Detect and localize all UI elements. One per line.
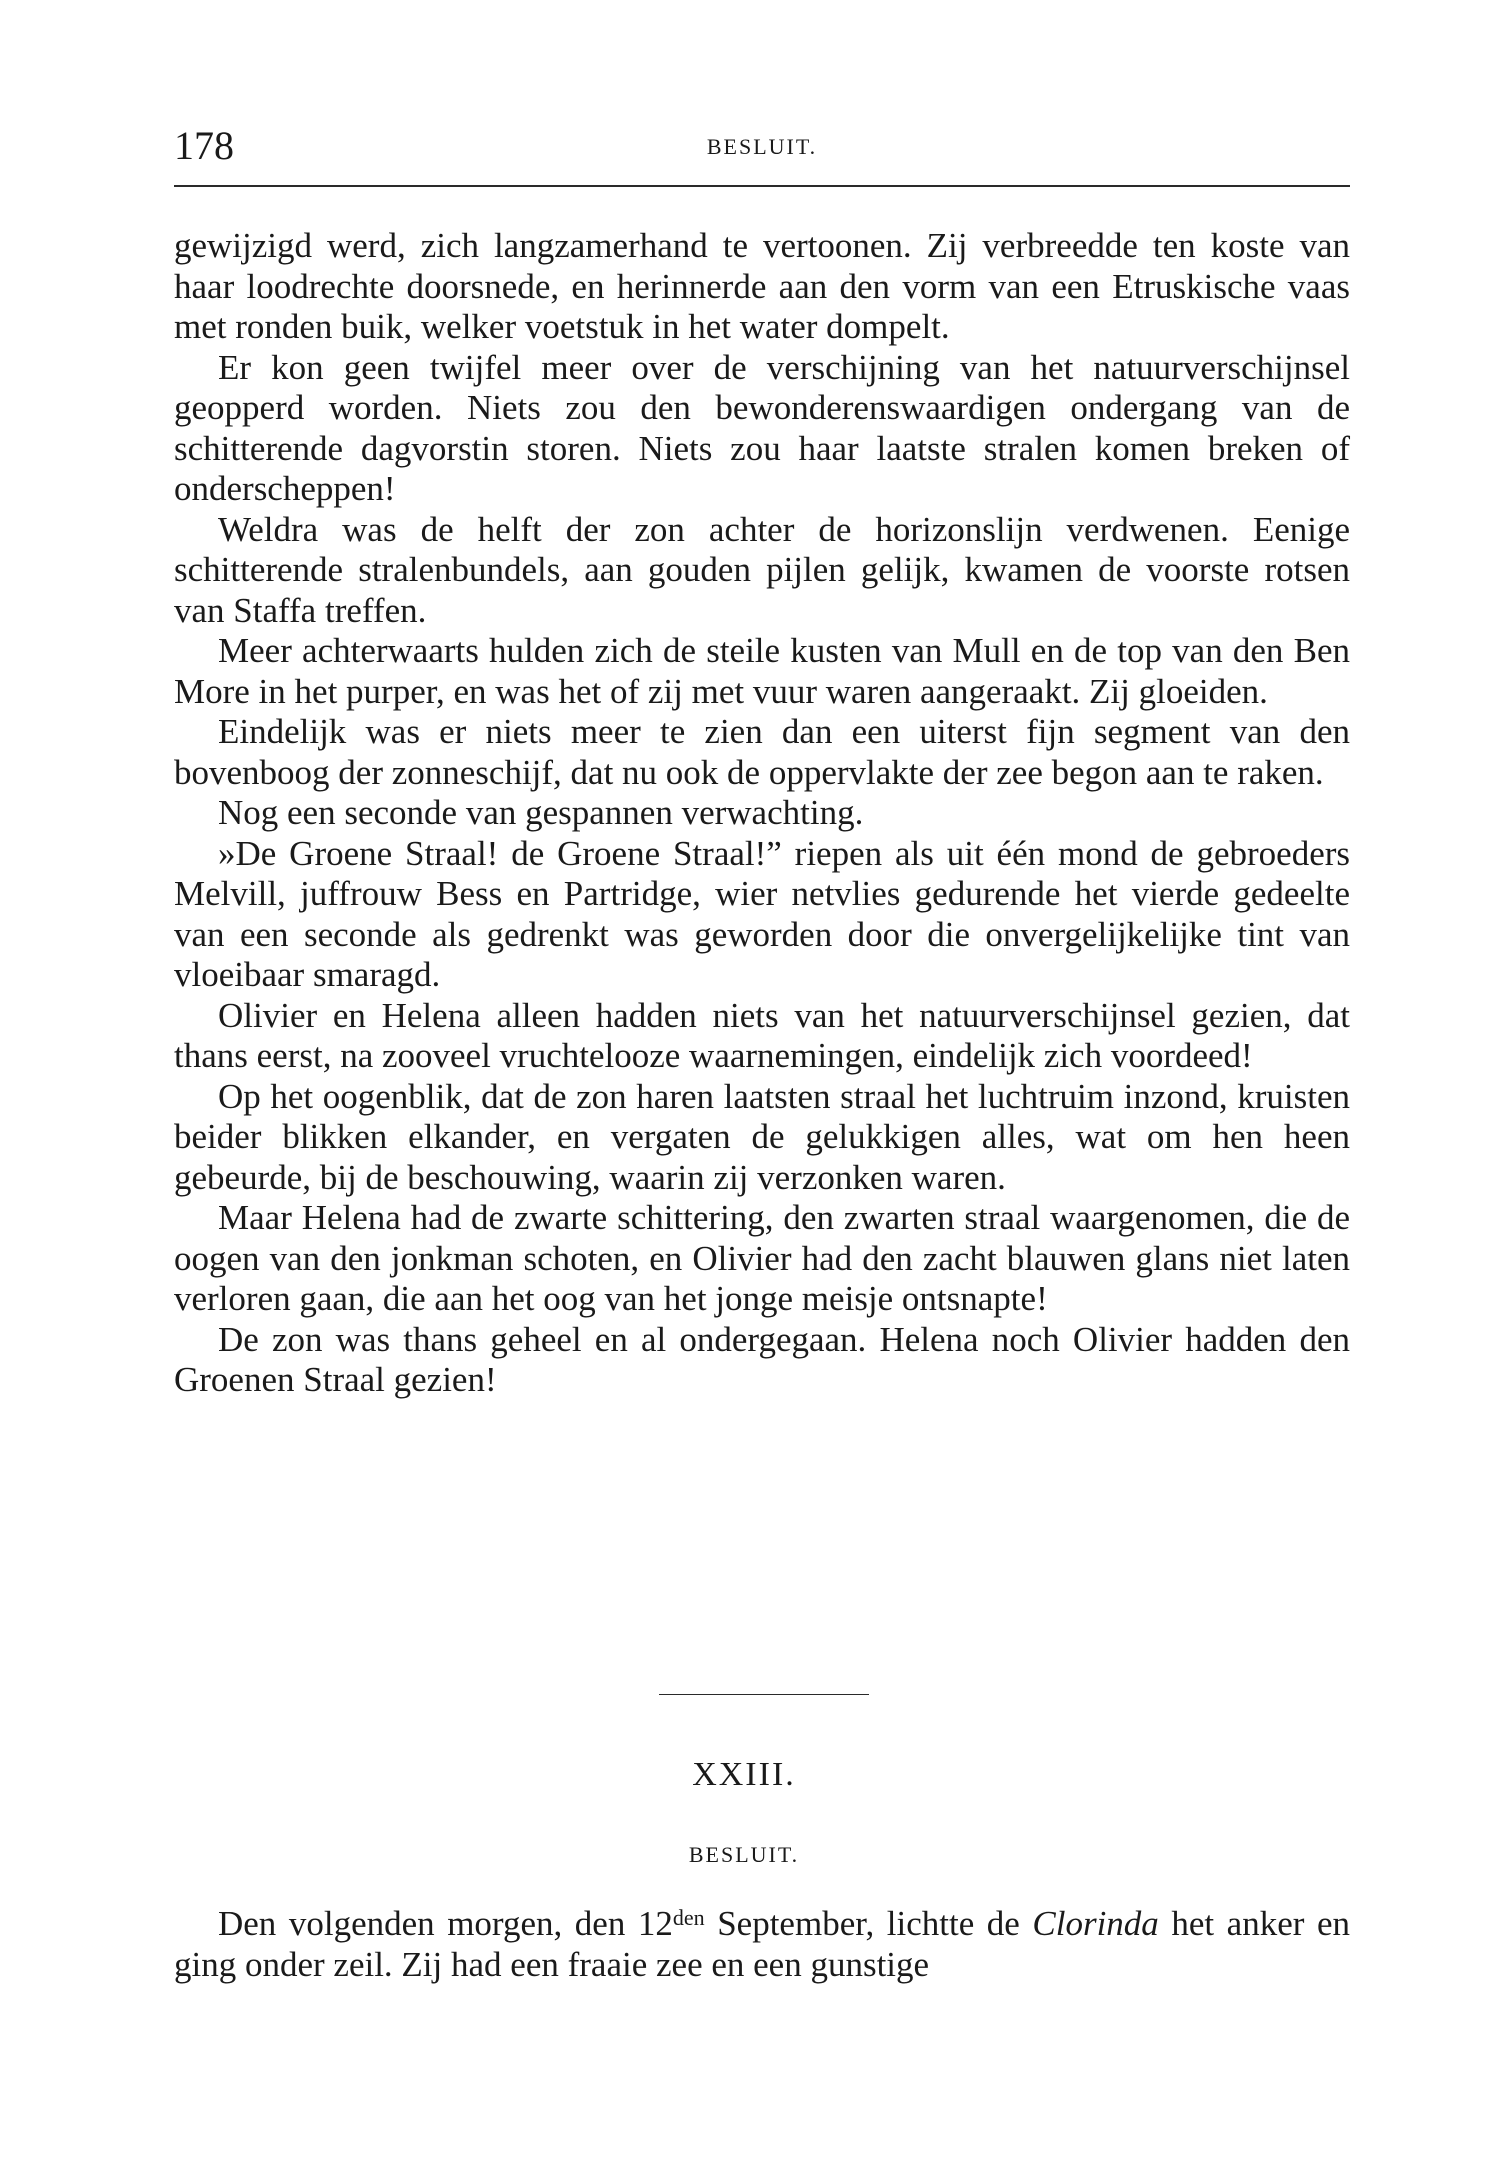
paragraph: Eindelijk was er niets meer te zien dan een uiterst fijn segment van den bovenboog der zonneschijf, dat nu ook de oppervlakte der zee begon aan te raken. [174,712,1350,792]
paragraph: Er kon geen twijfel meer over de verschijning van het natuurverschijnsel geopperd worden. Niets zou den bewonderenswaardigen ondergang van de schitterende dagvorstin storen. Niets zou haar laatste stralen komen breken of onderscheppen! [174,347,1350,508]
header-rule [174,185,1350,187]
ship-name: Clorinda [1032,1904,1159,1943]
page-number: 178 [174,123,234,168]
section-divider [659,1694,869,1695]
opening-text: September, lichtte de [704,1904,1033,1943]
paragraph: »De Groene Straal! de Groene Straal!” riepen als uit één mond de gebroeders Melvill, juffrouw Bess en Partridge, wier netvlies gedurende het vierde gedeelte van een seconde als gedrenkt was geworden door die onvergelijkelijke tint van vloeibaar smaragd. [174,833,1350,994]
paragraph: De zon was thans geheel en al ondergegaan. Helena noch Olivier hadden den Groenen Straal gezien! [174,1319,1350,1399]
paragraph: gewijzigd werd, zich langzamerhand te vertoonen. Zij verbreedde ten koste van haar loodrechte doorsnede, en herinnerde aan den vorm van een Etruskische vaas met ronden buik, welker voetstuk in het water dompelt. [174,226,1350,346]
paragraph: Meer achterwaarts hulden zich de steile kusten van Mull en de top van den Ben More in het purper, en was het of zij met vuur waren aangeraakt. Zij gloeiden. [174,631,1350,711]
paragraph: Olivier en Helena alleen hadden niets van het natuurverschijnsel gezien, dat thans eerst, na zooveel vruchtelooze waarnemingen, eindelijk zich voordeed! [174,995,1350,1075]
opening-text: het anker en ging onder zeil. Zij had een fraaie zee en een gunstige [174,1904,1350,1984]
chapter-number: XXIII. [692,1756,796,1793]
opening-text: Den volgenden morgen, den 12 [218,1904,673,1943]
date-superscript: den [672,1905,705,1930]
chapter-title: BESLUIT. [688,1842,800,1867]
chapter-opening-paragraph [174,1904,1350,1985]
body-text [174,226,1350,1401]
chapter-opening [174,1904,1350,1985]
running-title: BESLUIT. [706,134,818,159]
running-head [174,122,1350,172]
paragraph: Op het oogenblik, dat de zon haren laatsten straal het luchtruim inzond, kruisten beider blikken elkander, en vergaten de gelukkigen alles, wat om hen heen gebeurde, bij de beschouwing, waarin zij verzonken waren. [174,1076,1350,1197]
paragraph: Weldra was de helft der zon achter de horizonslijn verdwenen. Eenige schitterende stralenbundels, aan gouden pijlen gelijk, kwamen de voorste rotsen van Staffa treffen. [174,509,1350,630]
paragraph: Nog een seconde van gespannen verwachting. [218,793,864,832]
paragraph: Maar Helena had de zwarte schittering, den zwarten straal waargenomen, die de oogen van den jonkman schoten, en Olivier had den zacht blauwen glans niet laten verloren gaan, die aan het oog van het jonge meisje ontsnapte! [174,1198,1350,1318]
